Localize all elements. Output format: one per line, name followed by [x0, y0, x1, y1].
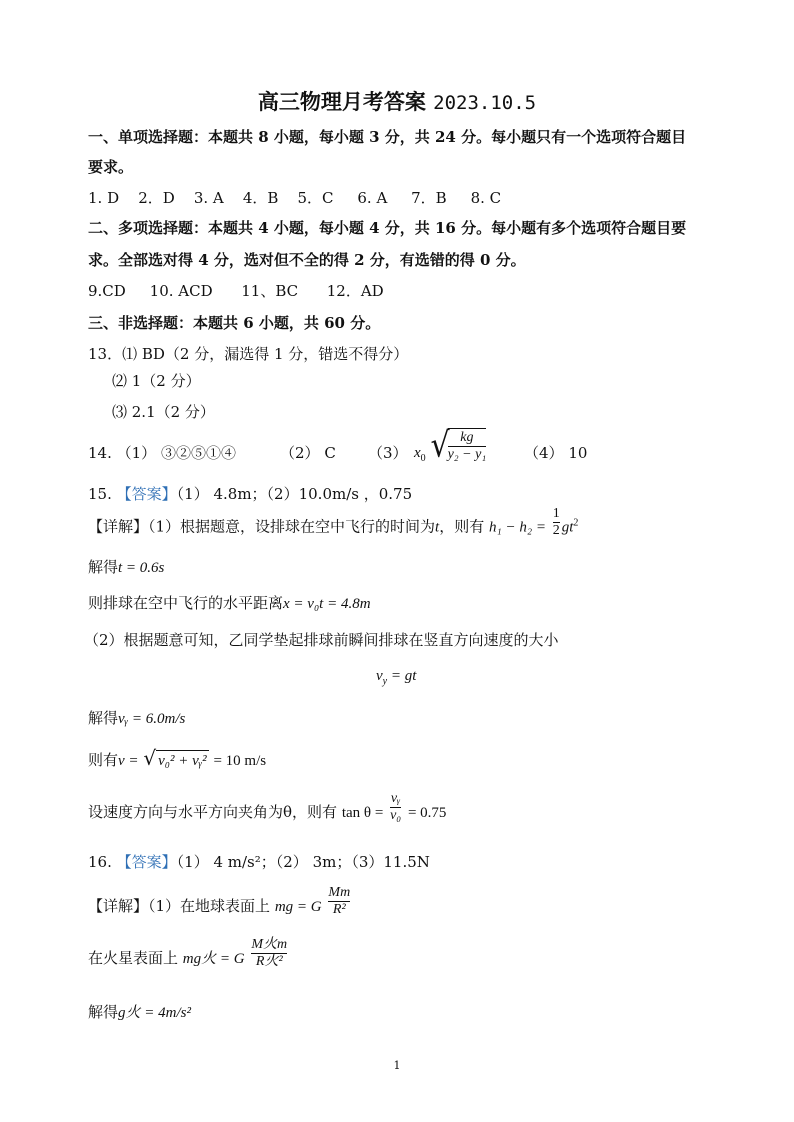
q15-detail-prefix: 【详解】（1）根据题意，设排球在空中飞行的时间为: [88, 517, 436, 536]
q16-solve-eq: g火 = 4m/s²: [118, 1005, 191, 1021]
q16-mars-denominator: R火²: [251, 953, 287, 970]
q15-velocity-prefix: 则有: [88, 751, 119, 769]
q15-vy-v: v: [376, 668, 383, 684]
q16-answer-tag: 【答案】: [116, 853, 177, 871]
q15-angle-prefix: 设速度方向与水平方向夹角为θ，则有: [88, 803, 338, 821]
answer-item: 6. A: [357, 189, 388, 207]
q15-velocity-radicand: v₀² + vᵧ²: [156, 750, 209, 771]
q16-earth-denominator: R²: [328, 901, 350, 918]
q16-answer-line: [88, 852, 430, 872]
page-title: [0, 88, 794, 117]
section2-answers: [88, 281, 384, 301]
q14-part2-label: （2）: [280, 444, 320, 462]
q15-solve2-eq: vᵧ = 6.0m/s: [118, 711, 186, 727]
section1-heading-line1: 一、单项选择题：本题共 8 小题，每小题 3 分，共 24 分。每小题只有一个选项符合题目: [88, 128, 687, 146]
q15-solve2: [88, 708, 185, 729]
q16-solve: [88, 1002, 191, 1023]
q15-vy-rhs: = gt: [387, 668, 417, 684]
q15-detail-line: [88, 506, 579, 539]
q13-line1: 13．⑴ BD（2 分，漏选得 1 分，错选不得分）: [88, 345, 409, 363]
title-text: 高三物理月考答案: [257, 89, 426, 114]
q16-number: 16.: [88, 853, 112, 871]
q14-formula-denominator: y₂ − y₁: [447, 447, 487, 462]
q16-mars-line: [88, 936, 289, 970]
q15-angle: [88, 790, 447, 824]
q14-part4-answer: 10: [568, 444, 588, 462]
section3-heading: 三、非选择题：本题共 6 小题，共 60 分。: [88, 314, 381, 332]
q14-part2: [280, 443, 336, 463]
q15-angle-denominator: v₀: [390, 807, 402, 823]
q15-answer-line: [88, 484, 412, 504]
section1-heading-line2: 要求。: [88, 158, 134, 176]
q15-angle-lhs: tan θ =: [341, 805, 384, 821]
q14-formula-x: x: [414, 444, 421, 461]
q15-solve1-eq: t = 0.6s: [118, 560, 165, 576]
q13-line3: ⑶ 2.1（2 分）: [112, 403, 215, 421]
answer-item: 10. ACD: [149, 282, 213, 300]
answer-item: 5．C: [297, 189, 334, 207]
q15-solve1: [88, 557, 164, 578]
q15-velocity-rhs: = 10 m/s: [213, 753, 267, 769]
answer-item: 9.CD: [88, 282, 126, 300]
q14-part1-answer: ③②⑤①④: [160, 444, 236, 462]
q15-answer-tag: 【答案】: [116, 485, 177, 503]
q15-velocity: 则有v = √ v₀² + vᵧ² = 10 m/s: [88, 746, 267, 770]
q15-half-denominator: 2: [552, 523, 560, 538]
q14-formula: $x_0$ √ $\frac{kg}{\text{y₂ − y₁}}$: [414, 424, 487, 466]
q15-angle-rhs: = 0.75: [407, 805, 447, 821]
q15-eq-rhs: gt: [561, 519, 574, 536]
q14-formula-numerator: kg: [460, 430, 474, 445]
section2-heading-line1: 二、多项选择题：本题共 4 小题，每小题 4 分，共 16 分。每小题有多个选项符合题目要: [88, 219, 687, 237]
q15-detail-mid: ，则有: [439, 517, 485, 536]
page-number: 1: [393, 1059, 401, 1072]
q14-part2-answer: C: [324, 444, 336, 462]
q14-formula-sub: 0: [420, 452, 426, 464]
q16-answer-text: （1） 4 m/s²；（2） 3m；（3）11.5N: [176, 853, 430, 871]
q15-solve2-prefix: 解得: [88, 709, 119, 727]
q13-line2: ⑵ 1（2 分）: [112, 372, 201, 390]
q14-part4-label: （4）: [524, 444, 564, 462]
q15-velocity-lhs: v =: [118, 753, 139, 769]
q15-vy-sub: y: [382, 676, 388, 687]
q15-eq-exp: 2: [573, 517, 579, 529]
q15-vy-formula: [376, 665, 416, 686]
q15-solve1-prefix: 解得: [88, 558, 119, 576]
q15-part2-text: （2）根据题意可知，乙同学垫起排球前瞬间排球在竖直方向速度的大小: [84, 631, 559, 649]
q14-number: 14.: [88, 444, 112, 462]
q15-distance-prefix: 则排球在空中飞行的水平距离: [88, 594, 284, 612]
answer-item: 12．AD: [326, 282, 384, 300]
q16-mars-lhs: mg火 = G: [182, 951, 245, 967]
answer-item: 1. D: [88, 189, 120, 207]
section1-answers: [88, 188, 501, 208]
q16-mars-prefix: 在火星表面上: [88, 949, 179, 967]
q15-distance-eq: x = v₀t = 4.8m: [283, 596, 371, 612]
q14-part1-label: （1）: [116, 444, 157, 462]
q15-detail-t: t: [435, 519, 440, 536]
answer-item: 4．B: [242, 189, 279, 207]
q15-answer-text: （1） 4.8m；（2）10.0m/s ，0.75: [176, 485, 413, 503]
q15-distance: [88, 593, 371, 614]
q15-half-numerator: 1: [552, 506, 560, 521]
q14-part3-label: （3）: [368, 444, 408, 462]
q15-angle-numerator: vᵧ: [390, 790, 401, 806]
answer-item: 7．B: [411, 189, 447, 207]
q16-earth-numerator: Mm: [328, 884, 351, 900]
q16-mars-numerator: M火m: [251, 936, 288, 952]
answer-item: 3. A: [193, 189, 224, 207]
q14-line: [88, 443, 236, 463]
title-date: 2023.10.5: [433, 92, 537, 114]
answer-item: 11、BC: [241, 282, 299, 300]
section2-heading-line2: 求。全部选对得 4 分，选对但不全的得 2 分，有选错的得 0 分。: [88, 251, 526, 269]
q16-detail-prefix: 【详解】（1）在地球表面上: [88, 897, 271, 915]
answer-item: 8. C: [470, 189, 502, 207]
q14-part4: [524, 443, 587, 463]
q15-eq-lhs: h₁ − h₂ =: [489, 519, 546, 536]
q16-earth-lhs: mg = G: [274, 899, 322, 915]
q15-number: 15.: [88, 485, 112, 503]
q16-solve-prefix: 解得: [88, 1003, 119, 1021]
answer-item: 2．D: [138, 189, 175, 207]
q16-earth-line: [88, 884, 352, 918]
